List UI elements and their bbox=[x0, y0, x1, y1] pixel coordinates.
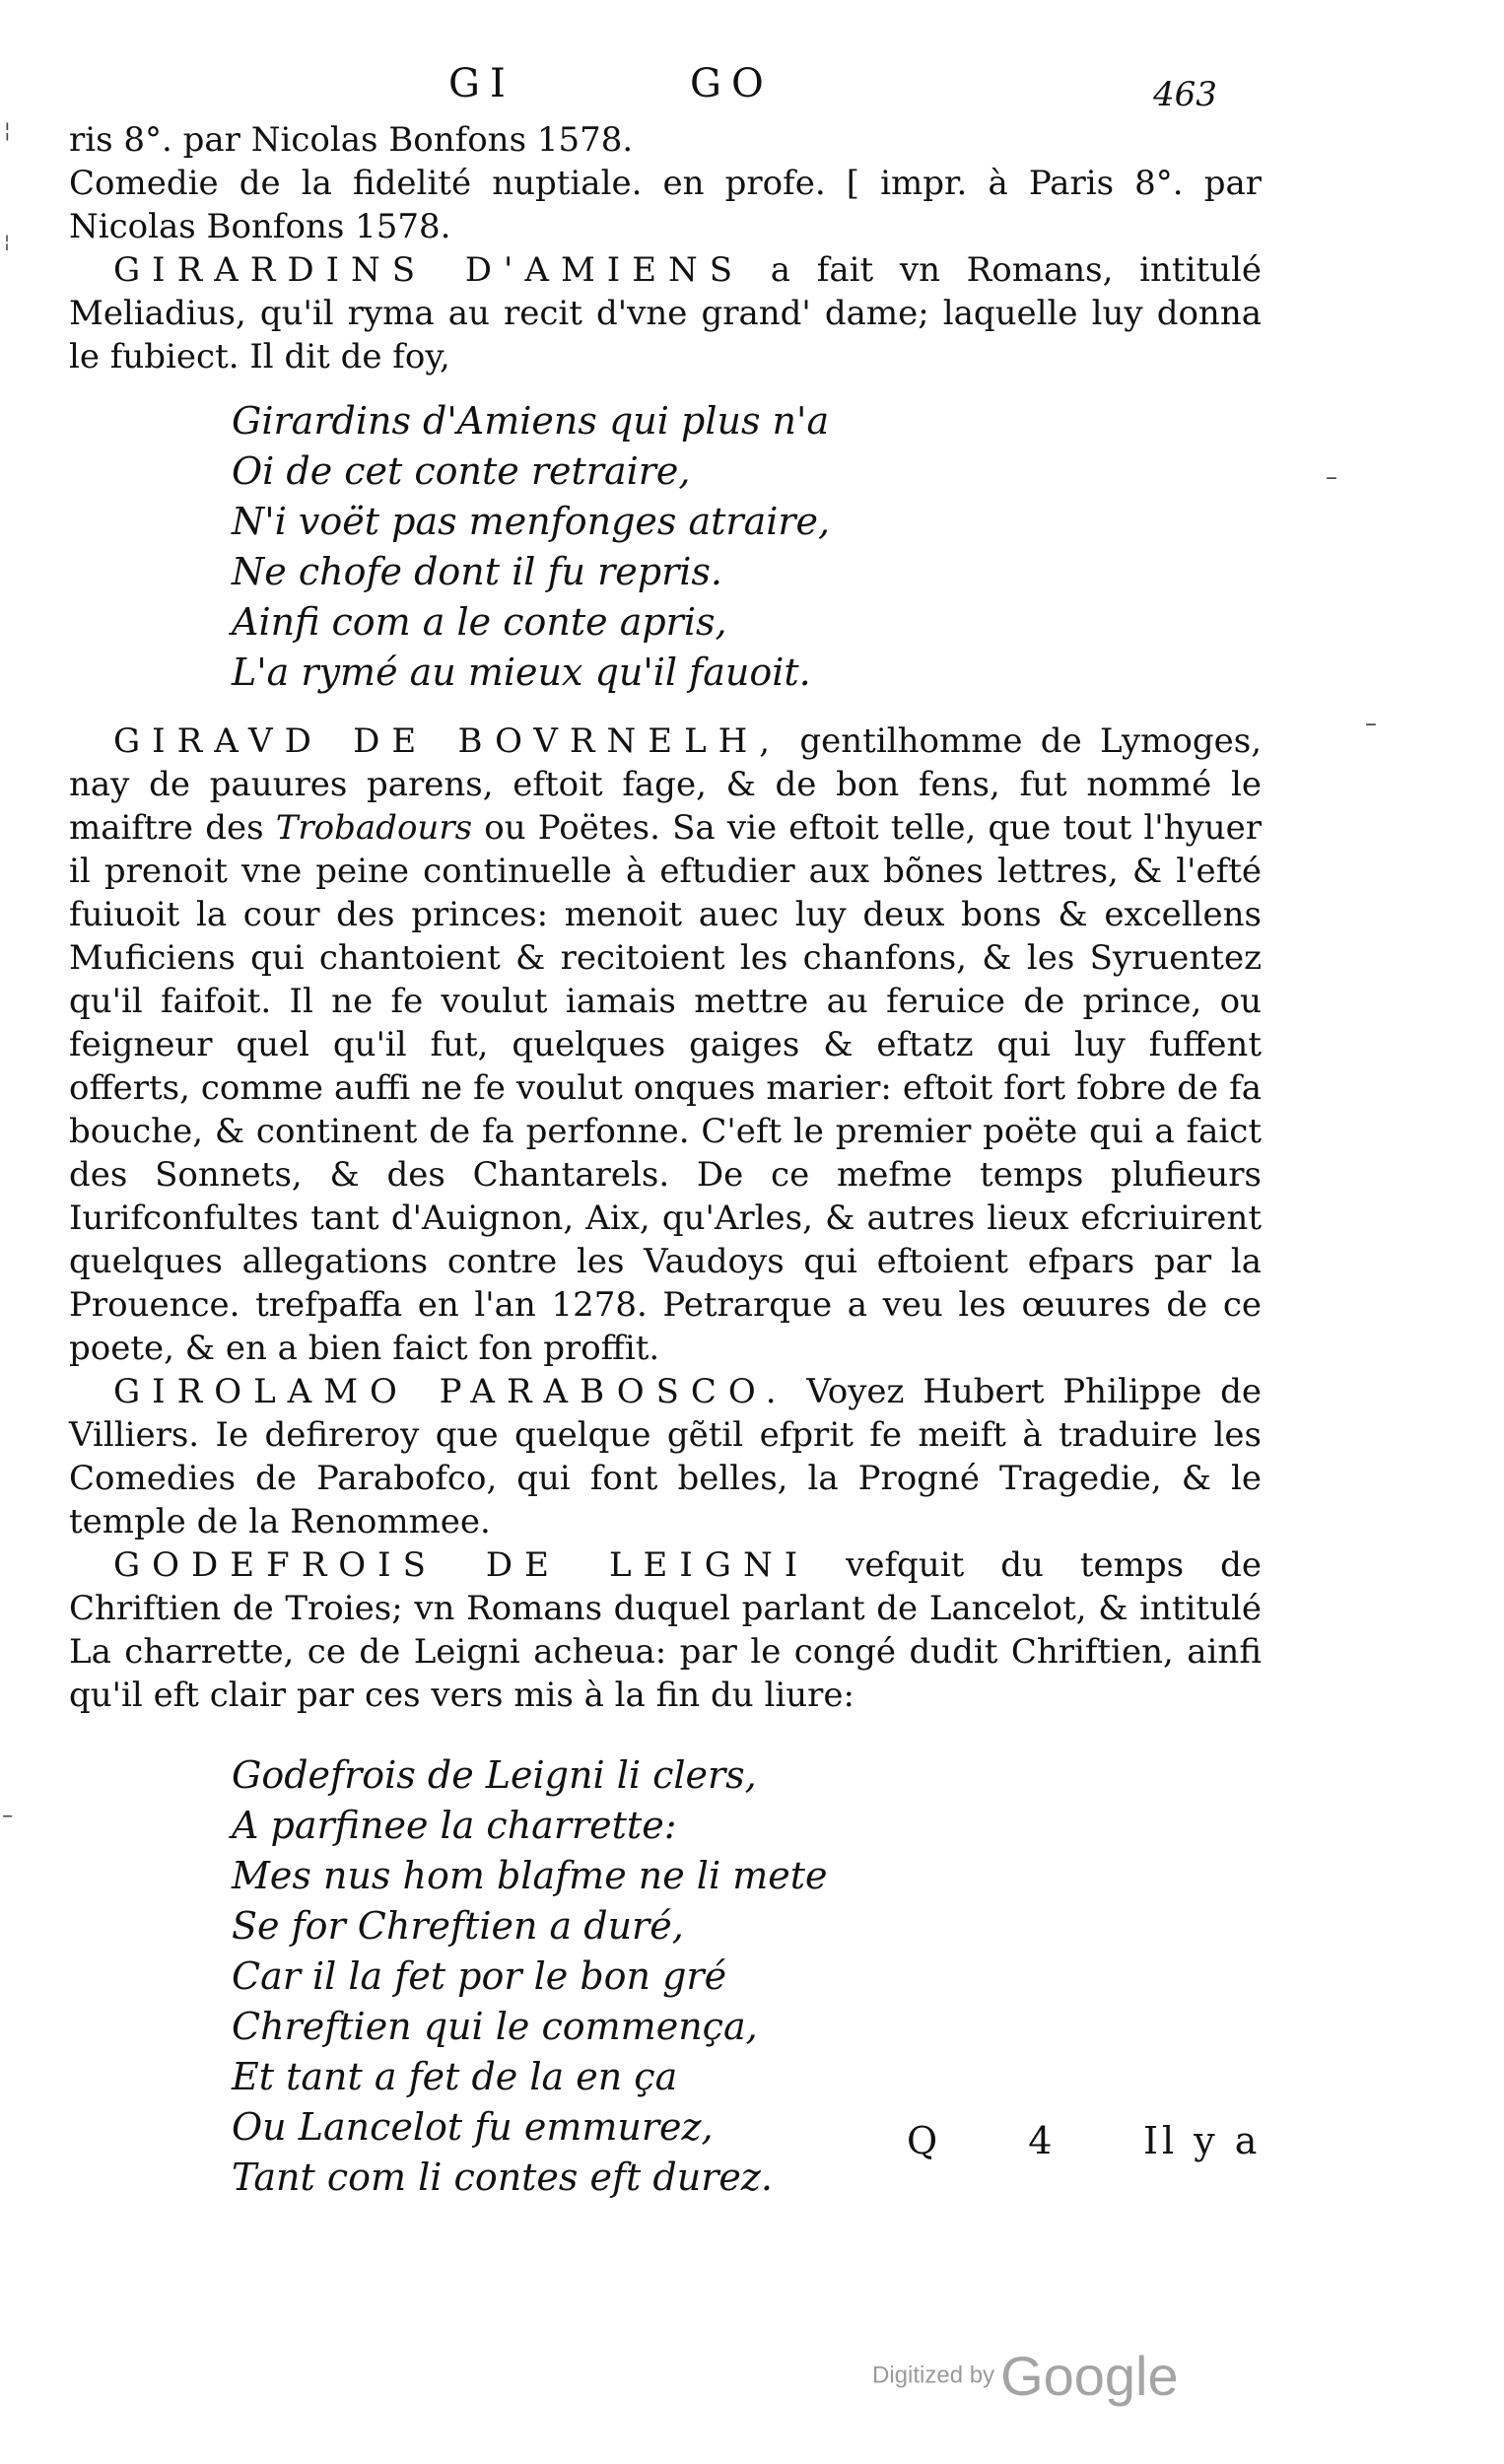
entry-girolamo bbox=[69, 1370, 1262, 1543]
entry-text-giraud-cont: ou Poëtes. Sa vie eftoit telle, que tout l'hyuer il prenoit vne peine continuelle à eftudier aux bõnes lettres, & l'efté fuiuoit la cour des princes: menoit auec luy deux bons & excellens Muficiens qui chantoient & recitoient les chanfons, & les Syruentez qu'il faifoit. Il ne fe voulut iamais mettre au feruice de prince, ou feigneur quel qu'il fut, quelques gaiges & eftatz qui luy fuffent offerts, comme auffi ne fe voulut onques marier: eftoit fort fobre de fa bouche, & continent de fa perfonne. C'eft le premier poëte qui a faict des Sonnets, & des Chantarels. De ce mefme temps plufieurs Iurifconfultes tant d'Auignon, Aix, qu'Arles, & autres lieux efcriuirent quelques allegations contre les Vaudoys qui eftoient efpars par la Prouence. trefpaffa en l'an 1278. Petrarque a veu les œuures de ce poete, & en a bien faict fon proffit. bbox=[69, 808, 1262, 1368]
entry-name-girardins: GIRARDINS D'AMIENS bbox=[113, 250, 745, 290]
paragraph-continuation: ris 8°. par Nicolas Bonfons 1578. bbox=[69, 120, 634, 160]
entry-text-girardins: a fait vn Romans, intitulé Meliadius, qu'il ryma au recit d'vne grand' dame; laquelle luy donna le fubiect. Il dit de foy, bbox=[69, 250, 1262, 376]
running-header bbox=[0, 61, 1504, 120]
digitized-watermark bbox=[872, 2344, 1179, 2408]
verse-line: A parfinee la charrette: bbox=[232, 1804, 677, 1847]
catchword: Il y a bbox=[1143, 2119, 1262, 2162]
margin-speck: ¦ bbox=[4, 118, 11, 142]
verse-line: L'a rymé au mieux qu'il fauoit. bbox=[232, 650, 811, 694]
verse-line: Tant com li contes eft durez. bbox=[232, 2156, 773, 2199]
header-left: GI bbox=[448, 61, 515, 106]
page-number: 463 bbox=[1153, 75, 1217, 114]
margin-speck: ¦ bbox=[4, 232, 11, 252]
verse-line: Chreftien qui le commença, bbox=[232, 2005, 758, 2048]
entry-italic-trobadours: Trobadours bbox=[275, 808, 473, 848]
main-text bbox=[69, 118, 1262, 2224]
verse-line: Se for Chreftien a duré, bbox=[232, 1904, 684, 1948]
page-footer bbox=[0, 2119, 1504, 2178]
google-logo: Google bbox=[1000, 2345, 1179, 2407]
entry-name-girolamo: GIROLAMO PARABOSCO. bbox=[113, 1372, 788, 1411]
verse-line: Mes nus hom blafme ne li mete bbox=[232, 1854, 828, 1897]
margin-speck: – bbox=[2, 1804, 13, 1828]
entry-text-girolamo: Voyez Hubert Philippe de Villiers. Ie defireroy que quelque gẽtil efprit fe meift à traduire les Comedies de Parabofco, qui font belles, la Progné Tragedie, & le temple de la Renommee. bbox=[69, 1372, 1262, 1541]
margin-speck: – bbox=[1326, 463, 1337, 491]
verse-block-girardins bbox=[232, 396, 1262, 698]
signature-mark: Q 4 bbox=[907, 2119, 1092, 2162]
verse-line: Godefrois de Leigni li clers, bbox=[232, 1753, 757, 1797]
paragraph-comedie: Comedie de la fidelité nuptiale. en profe. [ impr. à Paris 8°. par Nicolas Bonfons 1578. bbox=[69, 164, 1262, 246]
verse-line: Ne chofe dont il fu repris. bbox=[232, 550, 722, 593]
digitized-by-label: Digitized by bbox=[872, 2361, 995, 2389]
verse-line: Ou Lancelot fu emmurez, bbox=[232, 2105, 714, 2149]
entry-text-godefrois: vefquit du temps de Chriftien de Troies; vn Romans duquel parlant de Lancelot, & intitulé La charrette, ce de Leigni acheua: par le congé dudit Chriftien, ainfi qu'il eft clair par ces vers mis à la fin du liure: bbox=[69, 1545, 1262, 1715]
entry-girardins bbox=[69, 248, 1262, 378]
margin-speck: – bbox=[1365, 710, 1377, 737]
entry-giraud bbox=[69, 719, 1262, 1370]
verse-line: Et tant a fet de la en ça bbox=[232, 2055, 678, 2098]
entry-godefrois bbox=[69, 1543, 1262, 1717]
entry-name-giraud: GIRAVD DE BOVRNELH, bbox=[113, 721, 783, 761]
verse-line: Ainfi com a le conte apris, bbox=[232, 600, 727, 644]
header-right: GO bbox=[690, 61, 774, 106]
entry-name-godefrois: GODEFROIS DE LEIGNI bbox=[113, 1545, 810, 1585]
verse-line: Car il la fet por le bon gré bbox=[232, 1954, 727, 1998]
verse-line: N'i voët pas menfonges atraire, bbox=[232, 500, 831, 543]
entry-text-giraud: gentilhomme de Lymoges, nay de pauures parens, eftoit fage, & de bon fens, fut nommé le maiftre des bbox=[69, 721, 1262, 848]
verse-line: Oi de cet conte retraire, bbox=[232, 449, 691, 493]
verse-line: Girardins d'Amiens qui plus n'a bbox=[232, 399, 830, 443]
